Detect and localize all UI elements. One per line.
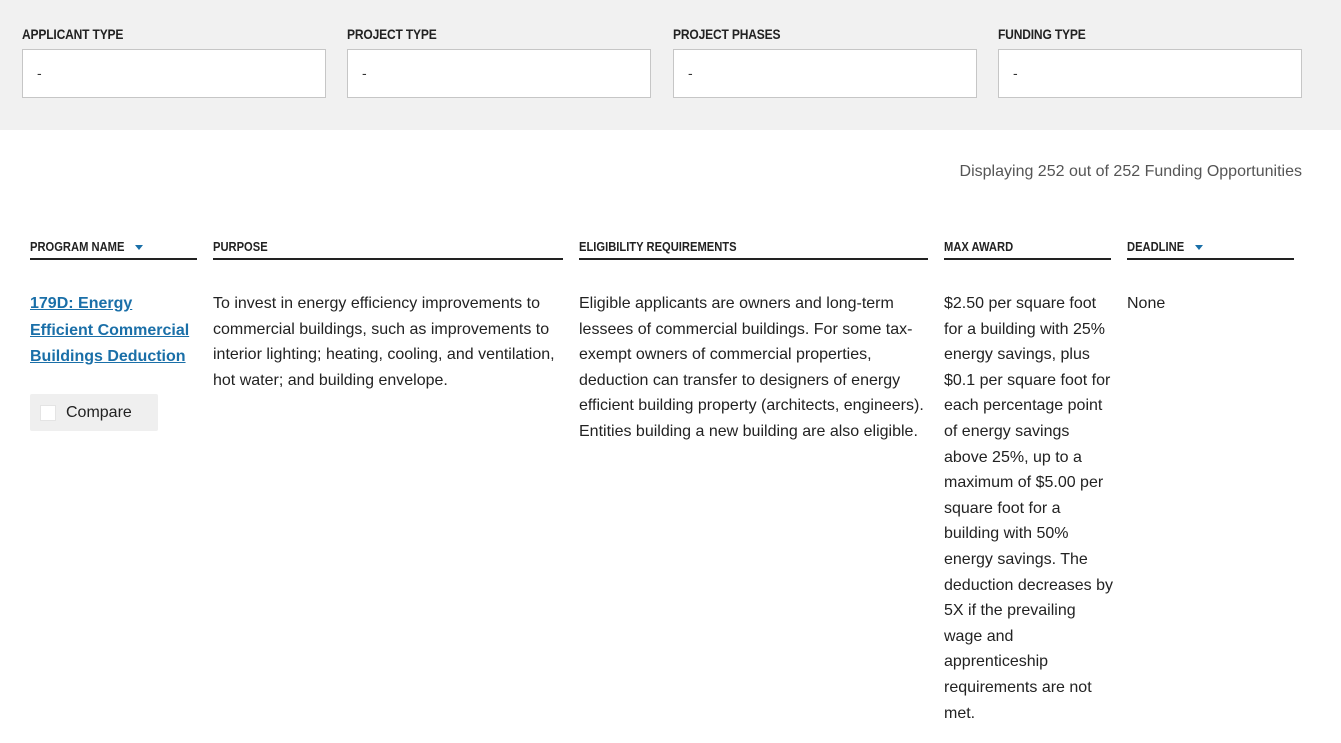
compare-label: Compare [66,403,132,421]
table-cell-deadline: None [1127,295,1166,312]
funding-type-select[interactable]: - [998,49,1302,98]
column-label: DEADLINE [1127,239,1185,254]
filter-project-phases [673,24,977,98]
column-header-purpose [213,238,563,260]
project-type-select[interactable]: - [347,49,651,98]
compare-button[interactable] [30,394,158,431]
column-label: ELIGIBILITY REQUIREMENTS [579,239,737,254]
project-phases-select[interactable]: - [673,49,977,98]
column-header-program-name[interactable] [30,238,197,260]
filter-label: PROJECT TYPE [347,26,437,42]
filter-label: FUNDING TYPE [998,26,1086,42]
results-count: Displaying 252 out of 252 Funding Opportunities [959,163,1302,180]
column-header-max-award [944,238,1111,260]
filter-project-type [347,24,651,98]
column-header-deadline[interactable] [1127,238,1294,260]
filter-applicant-type [22,24,326,98]
column-label: MAX AWARD [944,239,1014,254]
program-name-link[interactable]: 179D: Energy Efficient Commercial Buildings Deduction [30,295,190,365]
filter-bar [0,0,1341,130]
table-cell-purpose: To invest in energy efficiency improvements to commercial buildings, such as improvements to interior lighting; heating, cooling, and ventilation, hot water; and building envelope. [213,295,555,389]
column-label: PURPOSE [213,239,268,254]
sort-caret-down-icon[interactable] [135,245,143,250]
filter-funding-type [998,24,1302,98]
compare-checkbox[interactable] [40,405,56,421]
sort-caret-down-icon[interactable] [1195,245,1203,250]
table-cell-eligibility: Eligible applicants are owners and long-term lessees of commercial buildings. For some tax-exempt owners of commercial properties, deduction can transfer to designers of energy efficient building property (architects, engineers). Entities building a new building are also eligible. [579,295,924,440]
applicant-type-select[interactable]: - [22,49,326,98]
filter-label: APPLICANT TYPE [22,26,124,42]
column-header-eligibility [579,238,928,260]
table-cell-program-name [30,291,197,371]
table-cell-max-award: $2.50 per square foot for a building with 25% energy savings, plus $0.1 per square foot for each percentage point of energy savings above 25%, up to a maximum of $5.00 per square foot for a building with 50% energy savings. The deduction decreases by 5X if the prevailing wage and apprenticeship requirements are not met. [944,295,1113,722]
column-label: PROGRAM NAME [30,239,125,254]
filter-label: PROJECT PHASES [673,26,781,42]
